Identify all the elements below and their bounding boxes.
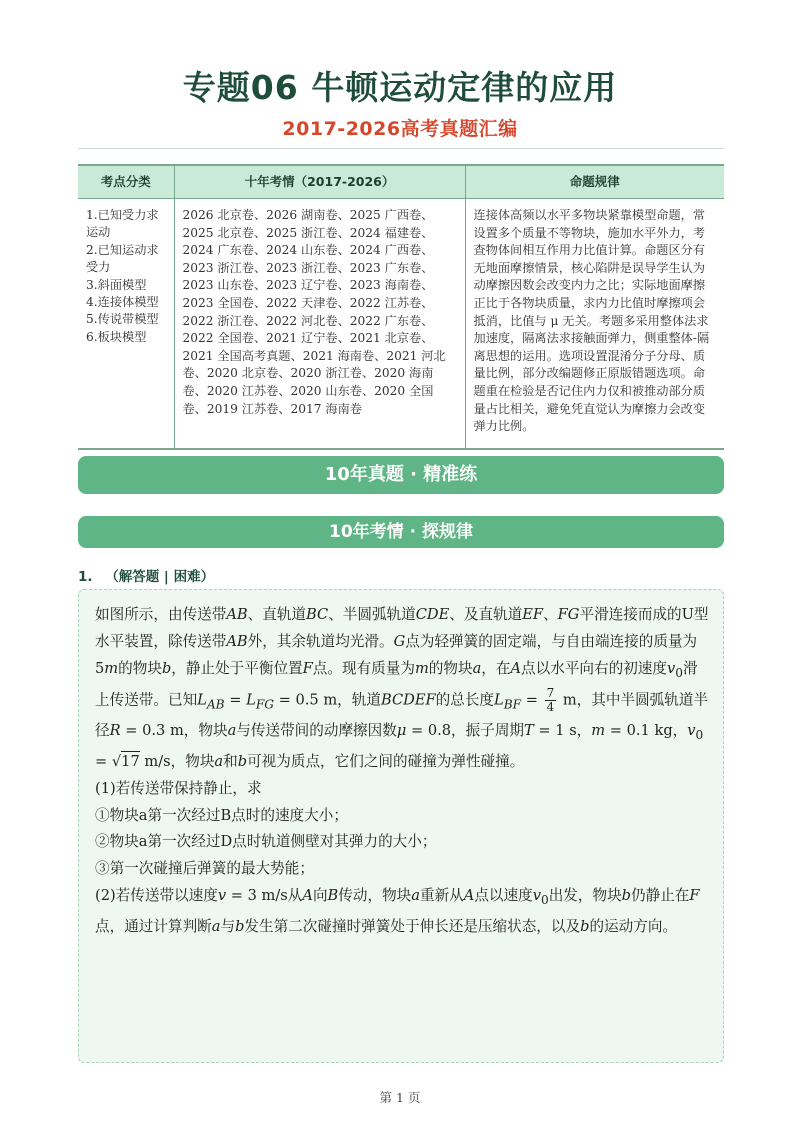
subquestion-2: ②物块a第一次经过D点时轨道侧壁对其弹力的大小； <box>95 833 437 851</box>
section-banner-practice: 10年真题 · 精准练 <box>78 456 724 494</box>
table-row <box>78 199 724 449</box>
categories-cell: 1.已知受力求运动 2.已知运动求受力 3.斜面模型 4.连接体模型 5.传说带模型 6.板块模型 <box>78 199 174 449</box>
column-header-exams: 十年考情（2017-2026） <box>174 165 465 199</box>
exams-cell: 2026 北京卷、2026 湖南卷、2025 广西卷、2025 北京卷、2025 浙江卷、2024 福建卷、2024 广东卷、2024 山东卷、2024 广西卷、2023 浙江卷、2023 浙江卷、2023 广东卷、2023 山东卷、2023 辽宁卷、2023 海南卷、2023 全国卷、2022 天津卷、2022 江苏卷、2022 浙江卷、2022 河北卷、2022 广东卷、2022 全国卷、2021 辽宁卷、2021 北京卷、2021 全国高考真题、2021 海南卷、2021 河北卷、2020 北京卷、2020 浙江卷、2020 海南卷、2020 江苏卷、2020 山东卷、2020 全国卷、2019 江苏卷、2017 海南卷 <box>174 199 465 449</box>
rules-cell: 连接体高频以水平多物块紧靠模型命题，常设置多个质量不等物块，施加水平外力，考查物体间相互作用力比值计算。命题区分有无地面摩擦情景，核心陷阱是误导学生认为动摩擦因数会改变内力之比；实际地面摩擦正比于各物块质量，求内力比值时摩擦项会抵消，比值与 μ 无关。考题多采用整体法求加速度，隔离法求接触面弹力，侧重整体-隔离思想的运用。选项设置混淆分子分母、质量比例，部分改编题修正原版错题选项。命题重在检验是否记住内力仅和被推动部分质量占比相关，避免凭直觉认为摩擦力会改变弹力比例。 <box>465 199 724 449</box>
exam-summary-table <box>78 164 724 450</box>
question-header <box>78 565 214 585</box>
speed-unit: m/s <box>261 887 288 905</box>
part2-text: (2)若传送带以速度v = 3 m/s从A向B传动，物块a重新从A点以速度$v_0$出发，物块b仍静止在F点，通过计算判断a与b发生第二次碰撞时弹簧处于伸长还是压缩状态，以及b的运动方向。 <box>95 887 700 936</box>
fraction-7-4: $\frac{7}{4}$ <box>546 685 555 714</box>
column-header-categories: 考点分类 <box>78 165 174 199</box>
page-title: 专题06 牛顿运动定律的应用 <box>182 68 618 107</box>
part1-title: (1)若传送带保持静止，求 <box>95 779 262 797</box>
page-subtitle: 2017-2026高考真题汇编 <box>282 118 518 140</box>
question-tag: （解答题 | 困难） <box>105 569 215 585</box>
subquestion-1: ①物块a第一次经过B点时的速度大小； <box>95 806 348 824</box>
subquestion-3: ③第一次碰撞后弹簧的最大势能； <box>95 860 314 878</box>
table-header-row <box>78 165 724 199</box>
page-number: 第 1 页 <box>379 1090 421 1105</box>
question-box <box>78 589 724 1063</box>
header-divider <box>78 148 724 149</box>
section-banner-trends: 10年考情 · 探规律 <box>78 516 724 548</box>
question-number: 1. <box>78 569 93 585</box>
question-stem: 如图所示，由传送带AB、直轨道BC、半圆弧轨道CDE、及直轨道EF、FG平滑连接而成的U型水平装置，除传送带AB外，其余轨道均光滑。G点为轻弹簧的固定端，与自由端连接的质量为5m的物块b，静止处于平衡位置F点。现有质量为m的物块a，在A点以水平向右的初速度$v_0$滑上传送带。已知$L_{AB} = L_{FG} = 0.5$ m，轨道BCDEF的总长度$L_{BF}$ = $\frac{7}{4}$ m，其中半圆弧轨道半径R = 0.3 m，物块a与传送带间的动摩擦因数μ = 0.8，振子周期T = 1 s，m = 0.1 kg，$v_0 = √17$ m/s，物块a和b可视为质点，它们之间的碰撞为弹性碰撞。 <box>95 606 709 770</box>
column-header-rules: 命题规律 <box>465 165 724 199</box>
